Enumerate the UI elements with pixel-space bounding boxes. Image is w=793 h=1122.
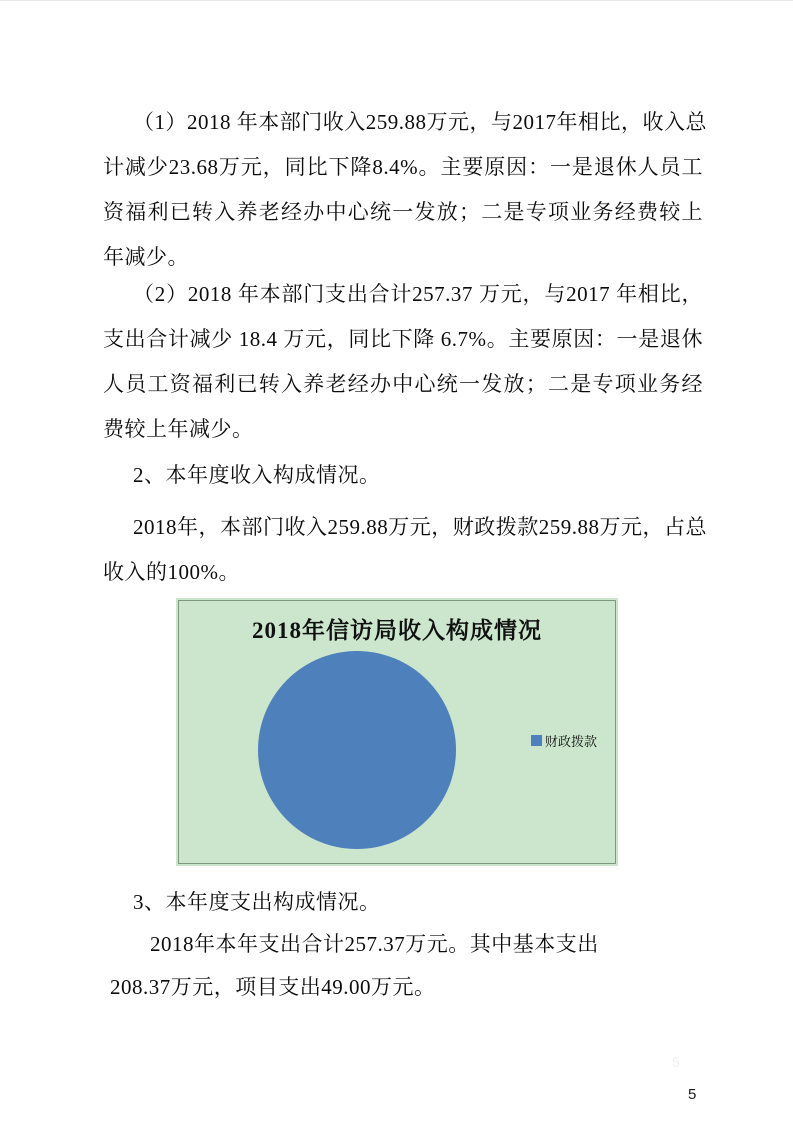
text-line: 费较上年减少。 — [103, 417, 254, 441]
text-line: 人员工资福利已转入养老经办中心统一发放；二是专项业务经 — [103, 372, 703, 396]
legend-label: 财政拨款 — [545, 734, 598, 749]
scan-edge-line — [0, 0, 793, 1]
page-number: 5 — [688, 1086, 697, 1103]
text-line: 收入的100%。 — [103, 560, 240, 584]
legend-swatch-icon — [531, 735, 542, 746]
text-line: 资福利已转入养老经办中心统一发放；二是专项业务经费较上 — [103, 200, 703, 224]
text-line: 208.37万元，项目支出49.00万元。 — [110, 975, 436, 999]
income-composition-chart — [176, 598, 618, 866]
text-line: （1）2018 年本部门收入259.88万元，与2017年相比，收入总 — [133, 110, 707, 134]
chart-plot-area — [178, 600, 616, 864]
chart-legend — [531, 731, 597, 750]
pie-chart-circle — [258, 651, 456, 849]
text-line: 计减少23.68万元，同比下降8.4%。主要原因：一是退休人员工 — [103, 155, 703, 179]
text-line: 2018年，本部门收入259.88万元，财政拨款259.88万元，占总 — [133, 515, 707, 539]
text-line: 支出合计减少 18.4 万元，同比下降 6.7%。主要原因：一是退休 — [103, 327, 703, 351]
chart-title: 2018年信访局收入构成情况 — [252, 618, 542, 643]
paragraph-expense-change — [103, 272, 703, 452]
faint-page-artifact: 5 — [672, 1054, 680, 1070]
heading-expense-composition: 3、本年度支出构成情况。 — [133, 890, 381, 914]
paragraph-income-detail — [103, 505, 707, 595]
paragraph-expense-detail — [103, 923, 703, 1009]
text-line: （2）2018 年本部门支出合计257.37 万元，与2017 年相比， — [133, 282, 703, 306]
text-line: 年减少。 — [103, 245, 189, 269]
paragraph-income-change — [103, 100, 707, 280]
heading-income-composition: 2、本年度收入构成情况。 — [133, 463, 381, 487]
text-line: 2018年本年支出合计257.37万元。其中基本支出 — [150, 932, 599, 956]
